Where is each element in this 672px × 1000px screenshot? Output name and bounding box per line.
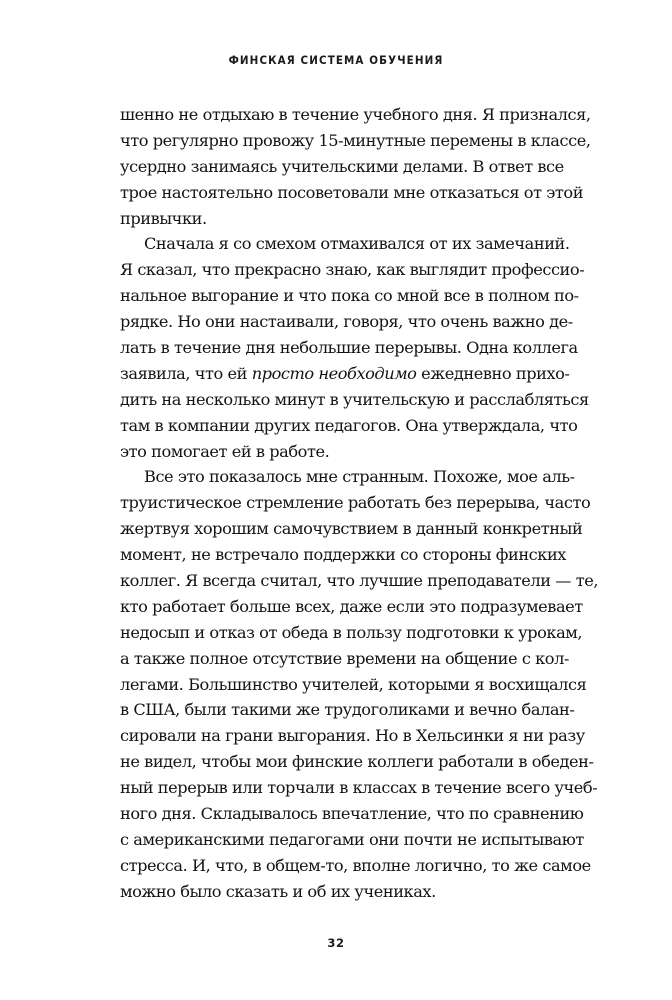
text-line: дить на несколько минут в учительскую и расслабляться [120,389,589,409]
text-line: что регулярно провожу 15-минутные перемены в классе, [120,130,591,150]
text-line: не видел, чтобы мои финские коллеги работали в обеден- [120,752,594,772]
text-line: недосып и отказ от обеда в пользу подготовки к урокам, [120,622,583,642]
text-line: жертвуя хорошим самочувствием в данный конкретный [120,519,583,539]
text-line: ный перерыв или торчали в классах в течение всего учеб- [120,778,598,798]
text-line: привычки. [120,208,207,228]
text-line: стресса. И, что, в общем-то, вполне логично, то же самое [120,855,591,875]
text-line: ного дня. Складывалось впечатление, что по сравнению [120,804,584,824]
text-line: момент, не встречало поддержки со стороны финских [120,545,566,565]
text-line-with-emphasis [120,361,570,387]
text-line: а также полное отсутствие времени на общение с кол- [120,648,569,668]
page-number: 32 [327,936,345,950]
text-line: с американскими педагогами они почти не испытывают [120,829,584,849]
text-line: сировали на грани выгорания. Но в Хельсинки я ни разу [120,726,585,746]
text-line: шенно не отдыхаю в течение учебного дня. Я признался, [120,105,591,124]
text-run: заявила, что ей [120,363,252,383]
text-line: там в компании других педагогов. Она утверждала, что [120,415,578,435]
running-head: ФИНСКАЯ СИСТЕМА ОБУЧЕНИЯ [228,53,444,67]
text-line: рядке. Но они настаивали, говоря, что очень важно де- [120,312,573,332]
text-line: кто работает больше всех, даже если это подразумевает [120,596,583,616]
text-line: трое настоятельно посоветовали мне отказаться от этой [120,182,584,202]
text-run: ежедневно прихо- [416,363,570,383]
text-line: труистическое стремление работать без перерыва, часто [120,493,591,513]
text-line: усердно занимаясь учительскими делами. В ответ все [120,156,564,176]
text-line: можно было сказать и об их учениках. [120,881,436,901]
text-line: в США, были такими же трудоголиками и вечно балан- [120,700,575,720]
emphasis-text: просто необходимо [251,363,417,383]
text-line: это помогает ей в работе. [120,441,330,461]
text-line: легами. Большинство учителей, которыми я восхищался [120,674,587,694]
text-line: лать в течение дня небольшие перерывы. Одна коллега [120,338,578,358]
text-line: Я сказал, что прекрасно знаю, как выглядит профессио- [120,260,585,280]
text-line: Сначала я со смехом отмахивался от их замечаний. [144,234,570,254]
text-line: коллег. Я всегда считал, что лучшие преподаватели — те, [120,571,599,591]
text-line: Все это показалось мне странным. Похоже, мое аль- [144,467,575,487]
text-line: нальное выгорание и что пока со мной все в полном по- [120,286,579,306]
body-text [120,102,599,905]
